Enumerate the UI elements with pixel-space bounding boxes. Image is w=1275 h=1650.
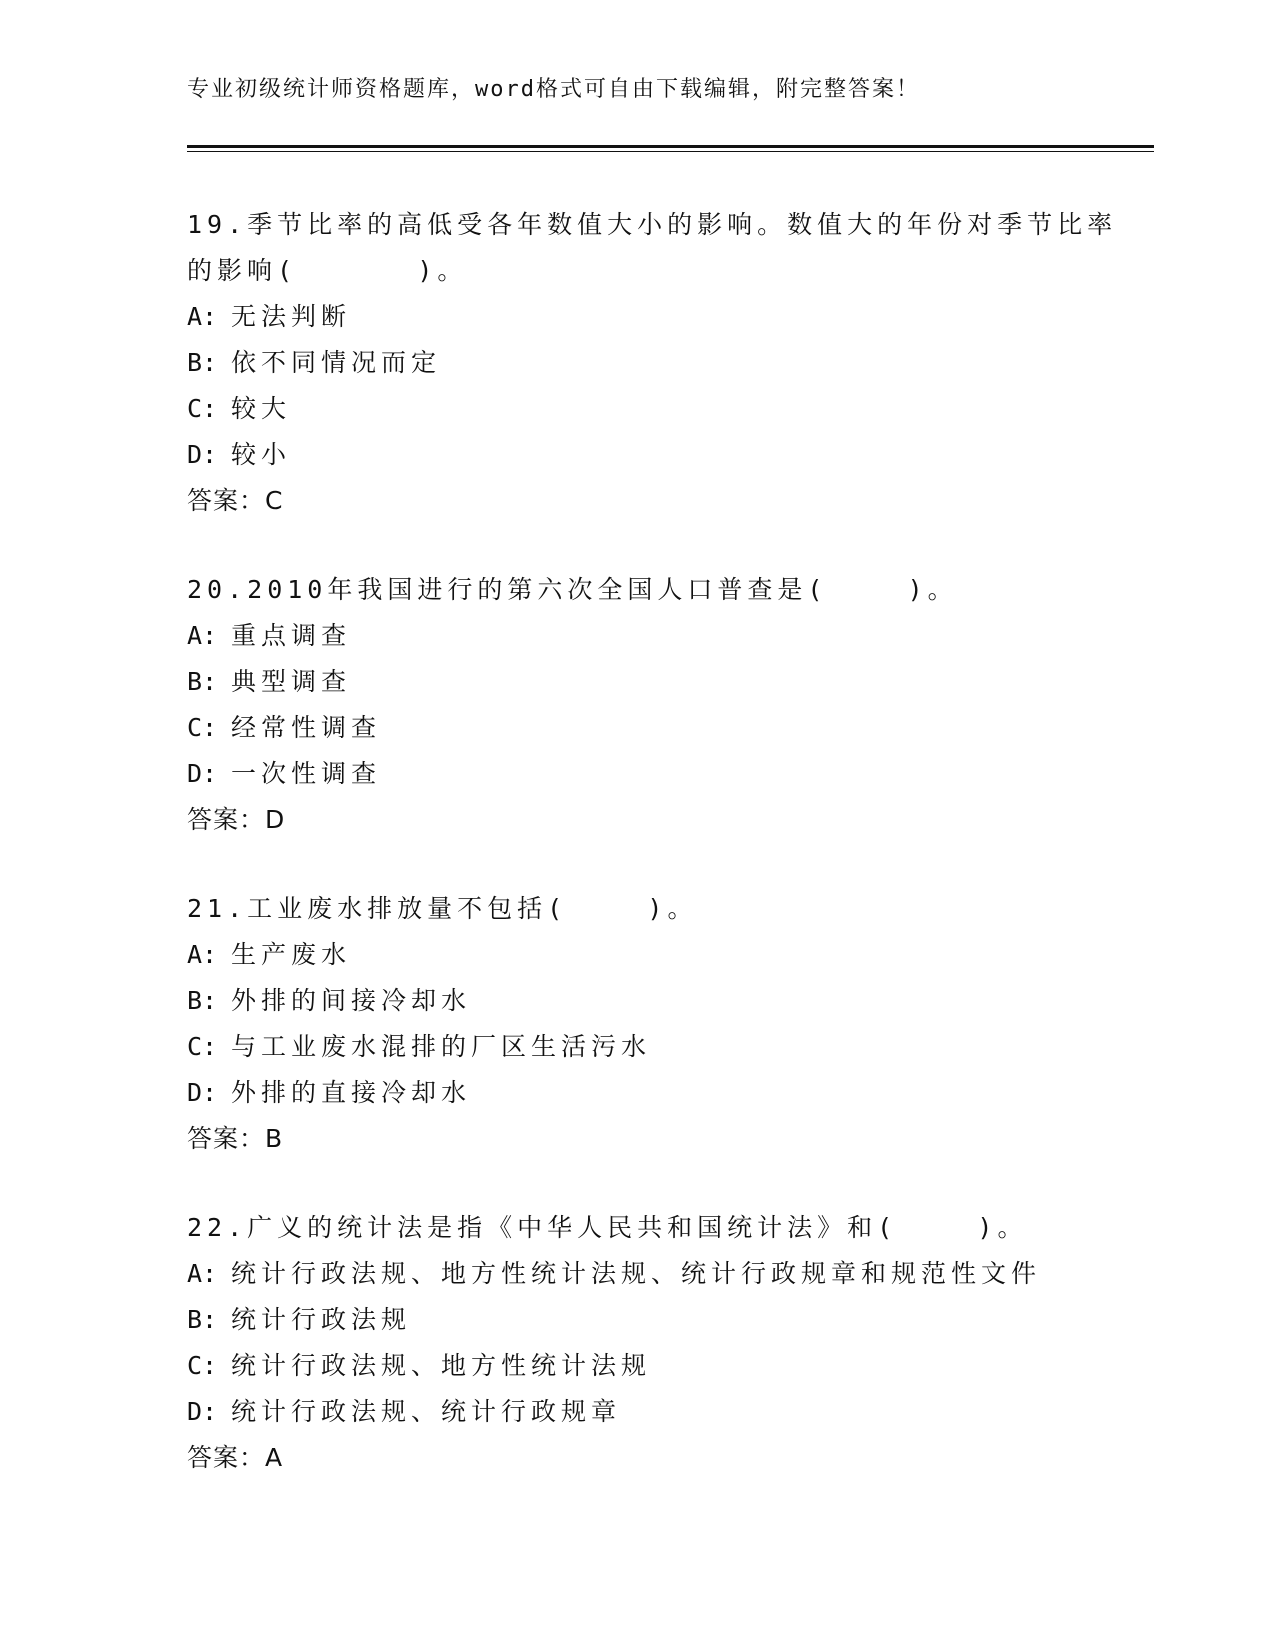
option-text: 统计行政法规、地方性统计法规、统计行政规章和规范性文件 [231,1259,1042,1288]
option-text: 依不同情况而定 [231,348,442,377]
option-text: 较小 [231,440,292,469]
option-text: 统计行政法规 [231,1305,412,1334]
option-c [187,1343,1127,1389]
option-key: C: [187,394,218,423]
option-text: 统计行政法规、地方性统计法规 [231,1351,652,1380]
option-text: 一次性调查 [231,759,382,788]
option-d [187,1070,1127,1116]
option-d [187,1389,1127,1435]
option-key: A: [187,940,218,969]
option-key: C: [187,1032,218,1061]
option-d [187,751,1127,797]
option-b [187,978,1127,1024]
question-stem: 19.季节比率的高低受各年数值大小的影响。数值大的年份对季节比率 [187,210,1118,239]
question-stem: 的影响( )。 [187,256,468,285]
option-key: D: [187,1397,218,1426]
answer-line: 答案：D [187,805,286,834]
option-key: B: [187,1305,218,1334]
answer-line: 答案：C [187,486,284,515]
option-text: 外排的间接冷却水 [231,986,472,1015]
question-stem: 20.2010年我国进行的第六次全国人口普查是( )。 [187,575,958,604]
question-stem: 22.广义的统计法是指《中华人民共和国统计法》和( )。 [187,1213,1028,1242]
option-text: 无法判断 [231,302,352,331]
option-b [187,1297,1127,1343]
option-key: C: [187,713,218,742]
option-c [187,386,1127,432]
question-stem: 21.工业废水排放量不包括( )。 [187,894,698,923]
option-a [187,294,1127,340]
option-c [187,1024,1127,1070]
option-text: 经常性调查 [231,713,382,742]
question-21 [187,886,1127,1162]
option-b [187,340,1127,386]
option-text: 生产废水 [231,940,352,969]
option-a [187,613,1127,659]
option-text: 重点调查 [231,621,352,650]
option-text: 统计行政法规、统计行政规章 [231,1397,622,1426]
option-key: B: [187,348,218,377]
option-d [187,432,1127,478]
header-rule-thin [187,151,1154,152]
option-c [187,705,1127,751]
option-text: 典型调查 [231,667,352,696]
header-rule-thick [187,145,1154,148]
answer-line: 答案：A [187,1443,284,1472]
document-header: 专业初级统计师资格题库，word格式可自由下载编辑，附完整答案！ [187,77,920,102]
option-text: 外排的直接冷却水 [231,1078,472,1107]
option-key: D: [187,440,218,469]
option-key: D: [187,759,218,788]
option-key: B: [187,986,218,1015]
option-key: B: [187,667,218,696]
option-key: A: [187,621,218,650]
option-b [187,659,1127,705]
answer-line: 答案：B [187,1124,284,1153]
option-a [187,932,1127,978]
option-text: 与工业废水混排的厂区生活污水 [231,1032,652,1061]
option-key: D: [187,1078,218,1107]
option-key: A: [187,302,218,331]
option-a [187,1251,1127,1297]
question-19 [187,202,1127,524]
option-text: 较大 [231,394,292,423]
option-key: A: [187,1259,218,1288]
question-list [187,202,1127,1524]
question-20 [187,567,1127,843]
option-key: C: [187,1351,218,1380]
question-22 [187,1205,1127,1481]
